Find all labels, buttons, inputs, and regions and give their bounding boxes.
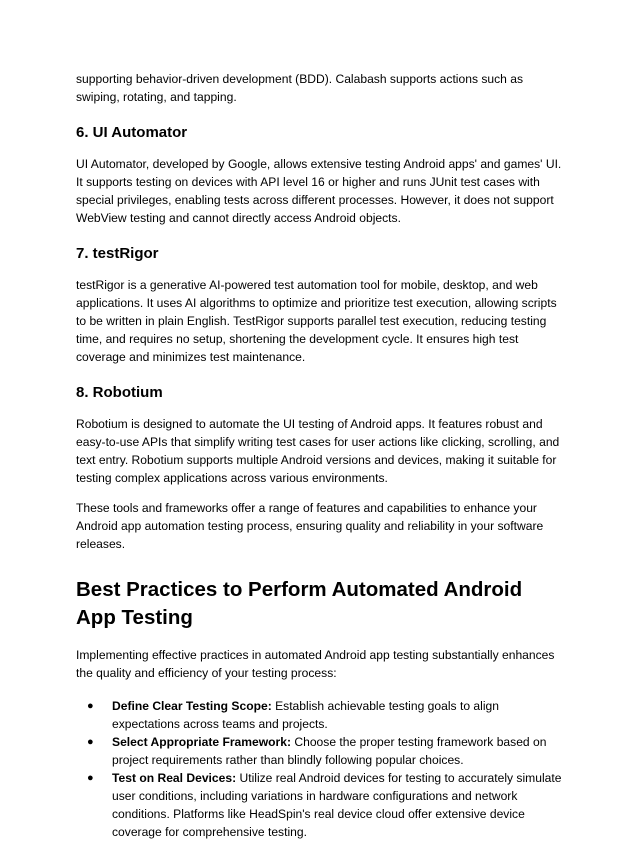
summary-paragraph: These tools and frameworks offer a range of features and capabilities to enhance your Android app automation testing process, ensuring quality and reliability in your software releases. — [76, 501, 544, 551]
intro-continuation-paragraph: supporting behavior-driven development (BDD). Calabash supports actions such as swiping, rotating, and tapping. — [76, 72, 524, 104]
bullet-icon: ● — [87, 736, 94, 748]
bullet-icon: ● — [87, 772, 94, 784]
list-item-label: Select Appropriate Framework: — [112, 735, 291, 749]
section-body-ui-automator: UI Automator, developed by Google, allows extensive testing Android apps' and games' UI. It supports testing on devices with API level 16 or higher and runs JUnit test cases with special privileges, enabling tests across different processes. However, it does not support WebView testing and cannot directly access Android objects. — [76, 157, 562, 225]
best-practices-intro: Implementing effective practices in automated Android app testing substantially enhances the quality and efficiency of your testing process: — [76, 648, 555, 680]
section-body-robotium: Robotium is designed to automate the UI testing of Android apps. It features robust and easy-to-use APIs that simplify writing test cases for user actions like clicking, scrolling, and text entry. Robotium supports multiple Android versions and devices, making it suitable for testing complex applications across various environments. — [76, 417, 560, 485]
section-heading-testrigor: 7. testRigor — [76, 245, 159, 262]
list-item-label: Define Clear Testing Scope: — [112, 699, 272, 713]
best-practices-heading: Best Practices to Perform Automated Android App Testing — [76, 578, 523, 629]
bullet-icon: ● — [87, 700, 94, 712]
list-item — [76, 733, 566, 769]
section-heading-robotium: 8. Robotium — [76, 384, 163, 401]
best-practices-list — [76, 697, 566, 841]
section-body-testrigor: testRigor is a generative AI-powered test automation tool for mobile, desktop, and web applications. It uses AI algorithms to optimize and prioritize test execution, allowing scripts to be written in plain English. TestRigor supports parallel test execution, reducing testing time, and requires no setup, shortening the development cycle. It ensures high test coverage and minimizes test maintenance. — [76, 278, 557, 364]
section-heading-ui-automator: 6. UI Automator — [76, 124, 188, 141]
list-item-text: Establish achievable testing goals to align expectations across teams and projects. — [112, 699, 499, 731]
list-item-label: Test on Real Devices: — [112, 771, 237, 785]
document-page — [76, 70, 566, 841]
list-item-text: Choose the proper testing framework based on project requirements rather than blindly following popular choices. — [112, 735, 547, 767]
list-item — [76, 769, 566, 841]
list-item — [76, 697, 566, 733]
list-item-text: Utilize real Android devices for testing to accurately simulate user conditions, including variations in hardware configurations and network conditions. Platforms like HeadSpin's real device cloud offer extensive device coverage for comprehensive testing. — [112, 771, 562, 839]
